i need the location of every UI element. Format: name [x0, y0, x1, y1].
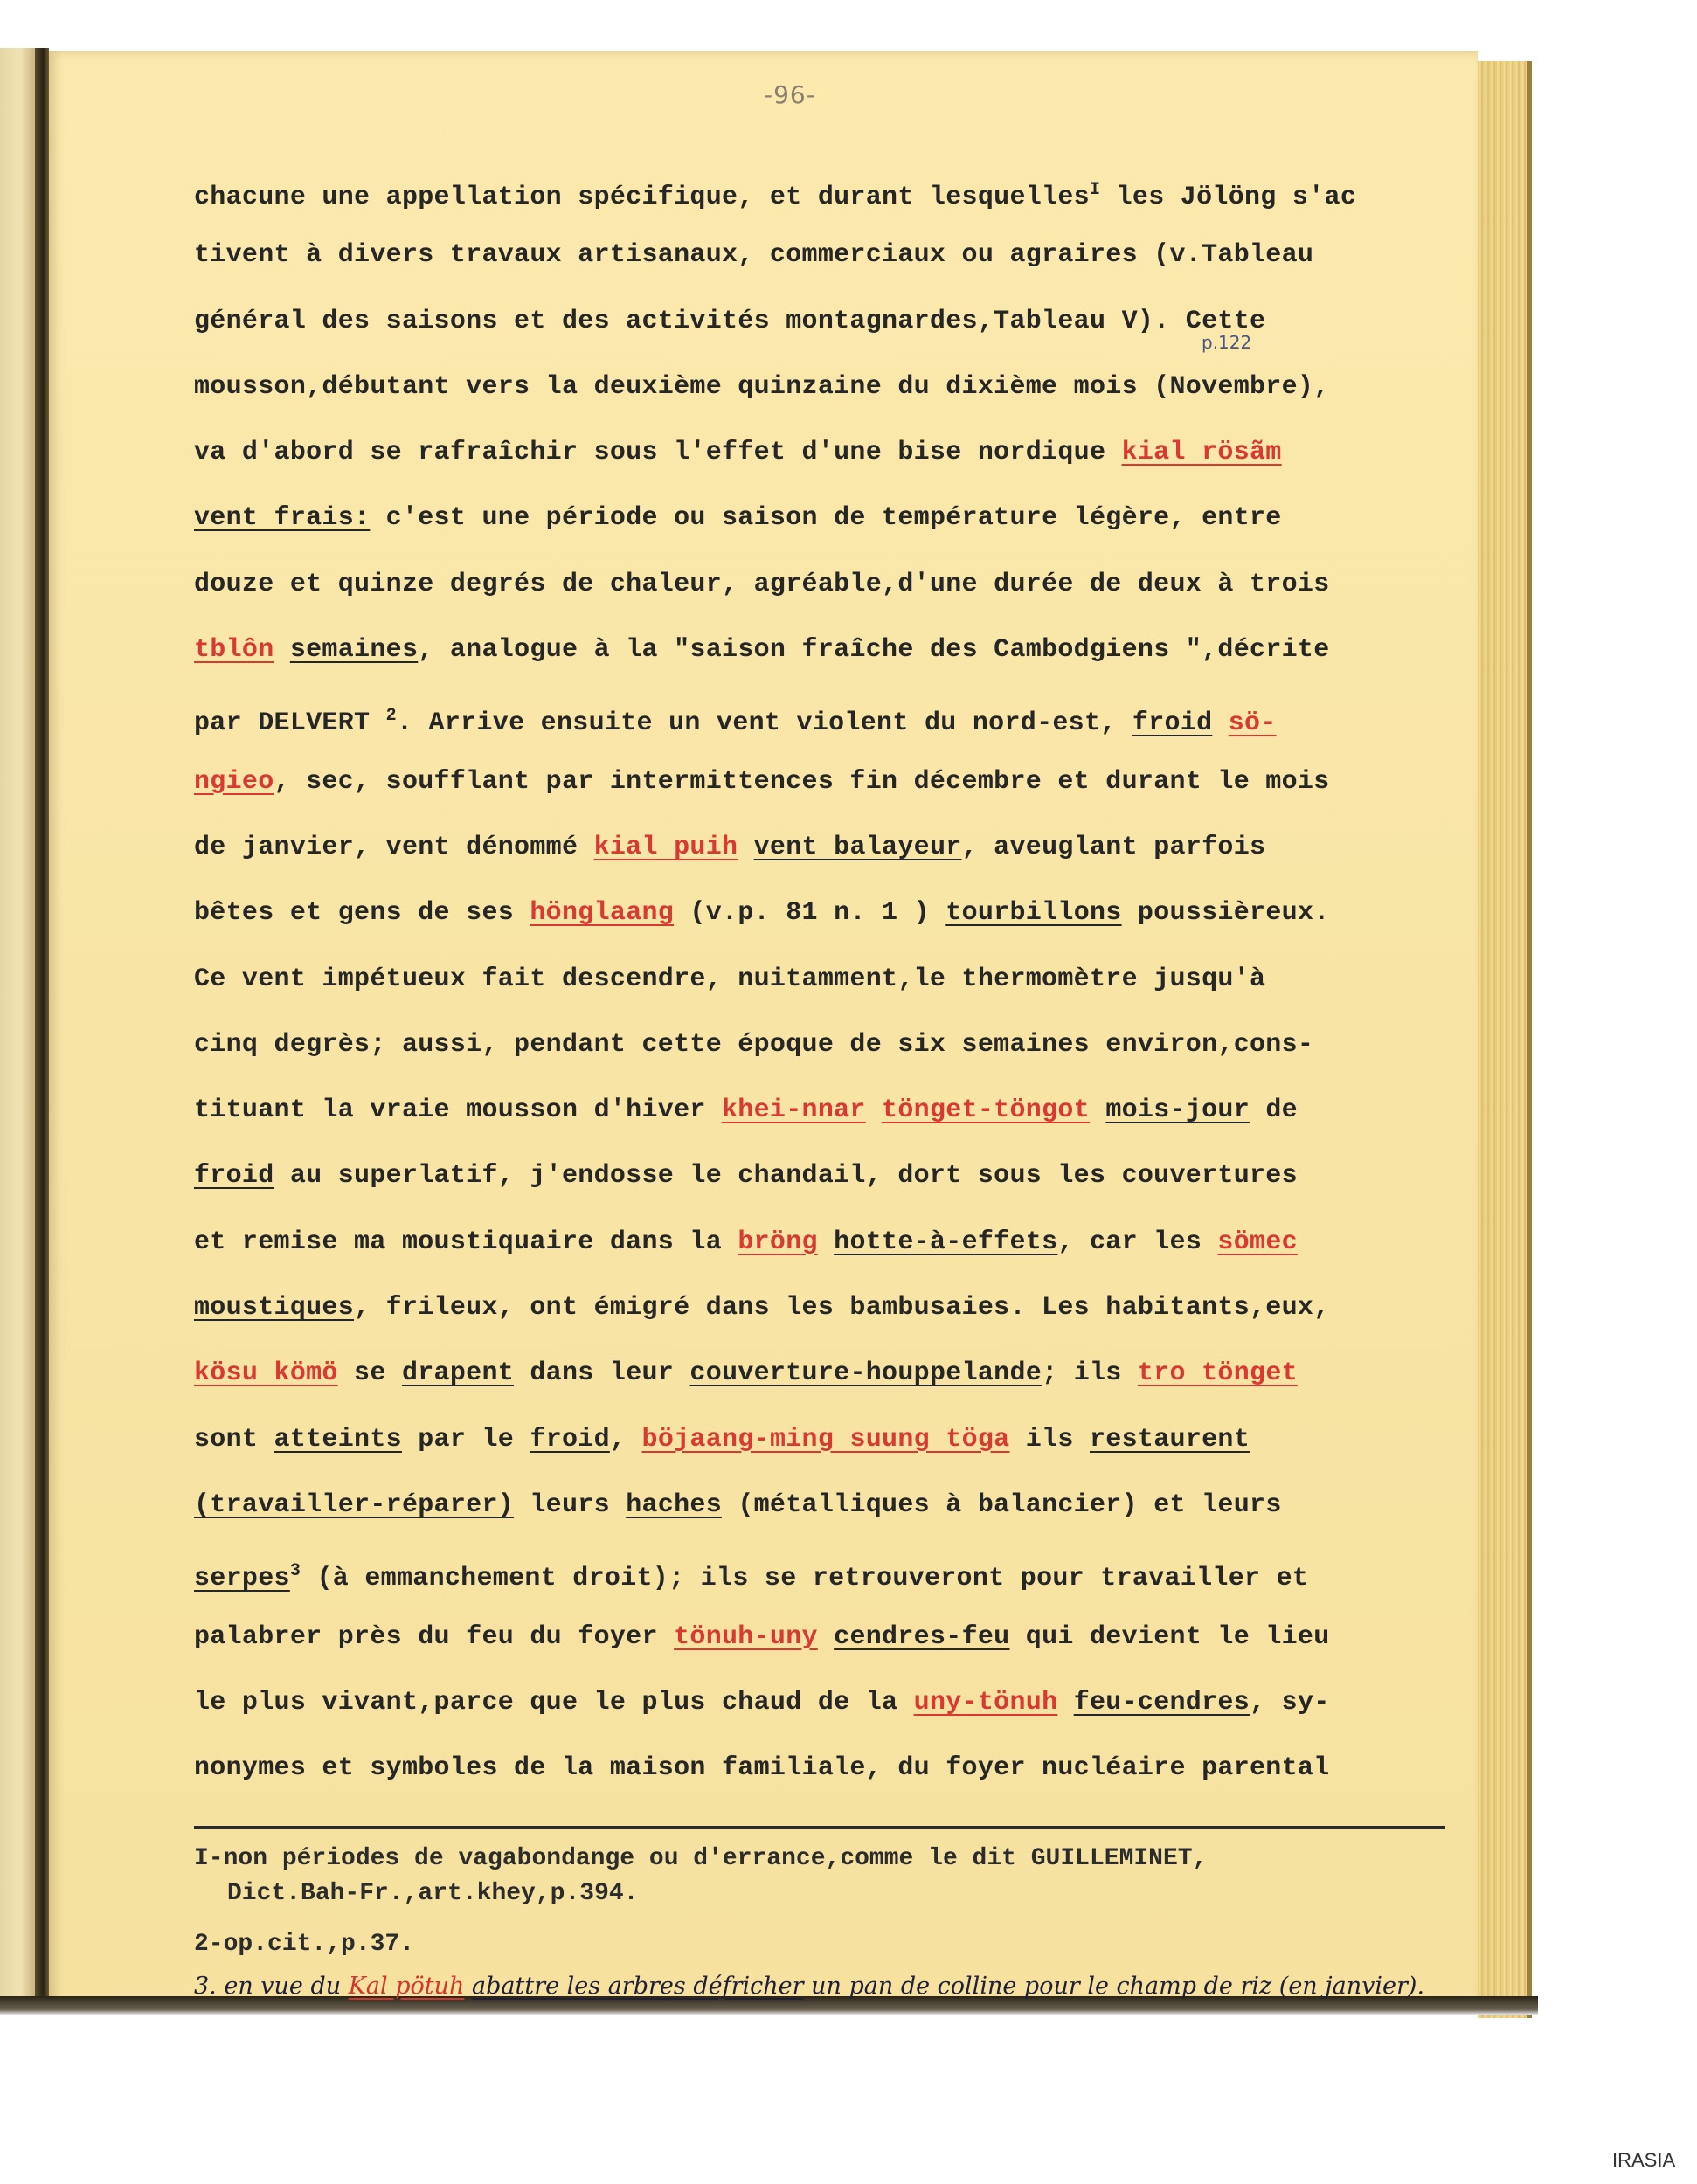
body-text — [194, 157, 1470, 1801]
text-line — [194, 1275, 1470, 1341]
footnote-marker: 3 — [289, 1561, 301, 1582]
translation-term: froid — [194, 1161, 274, 1192]
translation-term: froid — [1132, 708, 1213, 739]
footnotes — [194, 1842, 1470, 2006]
vernacular-term: tro tönget — [1137, 1358, 1298, 1389]
text-segment: , sy- — [1250, 1687, 1330, 1717]
translation-term: vent frais: — [194, 503, 371, 534]
text-segment: leurs — [514, 1489, 627, 1520]
text-segment: les Jölöng s'ac — [1100, 183, 1357, 212]
text-line — [194, 1341, 1470, 1406]
text-segment: par le — [401, 1424, 530, 1455]
translation-term: restaurent — [1090, 1424, 1250, 1455]
text-line — [194, 1078, 1470, 1144]
text-segment: mousson,débutant vers la deuxième quinzaine du dixième mois (Novembre), — [194, 371, 1330, 402]
text-segment: ils — [1009, 1424, 1090, 1455]
text-line — [194, 157, 1470, 223]
translation-term: drapent — [401, 1358, 515, 1389]
text-line — [194, 947, 1470, 1013]
translation-term: cendres-feu — [834, 1621, 1010, 1652]
footnote-3-term: Kal pötuh — [348, 1973, 465, 2000]
text-segment: bêtes et gens de ses — [194, 898, 530, 929]
footnote-marker: 2 — [385, 706, 397, 727]
text-segment: douze et quinze degrés de chaleur, agréable,d'une durée de deux à trois — [194, 569, 1330, 599]
text-line — [194, 1210, 1470, 1275]
text-segment: c'est une période ou saison de température légère, entre — [370, 503, 1282, 534]
vernacular-term: bröng — [738, 1227, 818, 1257]
vernacular-term: kial puih — [593, 832, 738, 862]
text-segment: (à emmanchement droit); ils se retrouveront pour travailler et — [301, 1564, 1309, 1594]
footnote-1-line-2: Dict.Bah-Fr.,art.khey,p.394. — [227, 1880, 639, 1907]
text-line — [194, 420, 1470, 486]
vernacular-term: böjaang-ming suung töga — [641, 1424, 1010, 1455]
text-line — [194, 750, 1470, 815]
vernacular-term: sö- — [1228, 708, 1277, 739]
text-line — [194, 1013, 1470, 1078]
translation-term: semaines — [289, 635, 419, 666]
footnote-3-handwritten — [194, 1967, 1470, 2006]
text-segment — [866, 1095, 882, 1125]
text-segment: qui devient le lieu — [1009, 1621, 1330, 1652]
text-segment — [738, 833, 753, 862]
text-segment: poussièreux. — [1121, 898, 1330, 929]
translation-term: hotte-à-effets — [834, 1227, 1058, 1257]
translation-term: haches — [626, 1489, 723, 1520]
footnote-2: 2-op.cit.,p.37. — [194, 1931, 415, 1958]
text-segment: dans leur — [514, 1358, 690, 1389]
vernacular-term: sömec — [1217, 1227, 1298, 1257]
footnote-3-rest: un pan de colline pour le champ de riz (en janvier). — [803, 1973, 1425, 2000]
text-line — [194, 683, 1470, 749]
text-segment: au superlatif, j'endosse le chandail, dort sous les couvertures — [274, 1161, 1298, 1192]
translation-term: vent balayeur — [753, 832, 962, 862]
text-segment: se — [337, 1358, 402, 1389]
text-line — [194, 355, 1470, 420]
vernacular-term: uny-tönuh — [913, 1687, 1058, 1717]
text-segment: , analogue à la "saison fraîche des Cambodgiens ",décrite — [418, 635, 1330, 666]
vernacular-term: kösu kömö — [194, 1358, 338, 1389]
text-segment — [818, 1227, 834, 1257]
text-segment: va d'abord se rafraîchir sous l'effet d'une bise nordique — [194, 438, 1122, 468]
text-segment: chacune une appellation spécifique, et durant lesquelles — [194, 183, 1090, 212]
footnote-1-line-1: I-non périodes de vagabondange ou d'errance,comme le dit GUILLEMINET, — [194, 1845, 1208, 1872]
translation-term: (travailler-réparer) — [194, 1489, 515, 1520]
vernacular-term: tönuh-uny — [674, 1621, 818, 1652]
vernacular-term: kial rösãm — [1121, 438, 1282, 468]
text-segment: tivent à divers travaux artisanaux, commerciaux ou agraires (v.Tableau — [194, 240, 1314, 271]
text-line — [194, 815, 1470, 881]
text-line — [194, 1736, 1470, 1801]
text-segment — [274, 635, 290, 665]
text-segment: . Arrive ensuite un vent violent du nord-est, — [396, 708, 1132, 739]
text-line — [194, 1605, 1470, 1670]
text-segment: palabrer près du feu du foyer — [194, 1621, 675, 1652]
text-line — [194, 1144, 1470, 1209]
text-line — [194, 486, 1470, 551]
text-segment — [1090, 1095, 1105, 1125]
text-segment: tituant la vraie mousson d'hiver — [194, 1095, 722, 1126]
text-segment — [1057, 1688, 1073, 1717]
translation-term: serpes — [194, 1564, 290, 1594]
footnote-marker: I — [1089, 180, 1101, 200]
text-segment: (métalliques à balancier) et leurs — [722, 1489, 1282, 1520]
text-line — [194, 1473, 1470, 1538]
pencil-annotation: p.122 — [1202, 332, 1252, 353]
text-line — [194, 881, 1470, 946]
text-segment: de — [1250, 1095, 1298, 1126]
text-segment: cinq degrès; aussi, pendant cette époque de six semaines environ,cons- — [194, 1029, 1314, 1060]
book-spine — [0, 48, 35, 1996]
text-segment: de janvier, vent dénommé — [194, 832, 594, 862]
text-segment: , sec, soufflant par intermittences fin décembre et durant le mois — [274, 766, 1330, 797]
book-gutter — [35, 48, 49, 1996]
page-edges — [1478, 61, 1532, 2018]
text-segment: , frileux, ont émigré dans les bambusaies. Les habitants,eux, — [354, 1293, 1330, 1324]
translation-term: feu-cendres — [1073, 1687, 1250, 1717]
text-segment: Ce vent impétueux fait descendre, nuitamment,le thermomètre jusqu'à — [194, 964, 1266, 994]
vernacular-term: tblôn — [194, 635, 274, 666]
text-line — [194, 1407, 1470, 1473]
text-segment — [818, 1622, 834, 1652]
text-segment: , aveuglant parfois — [961, 832, 1266, 862]
vernacular-term: tönget-töngot — [882, 1095, 1090, 1126]
text-segment: (v.p. 81 n. 1 ) — [674, 898, 946, 929]
translation-term: moustiques — [194, 1293, 355, 1324]
page-number: -96- — [764, 80, 816, 109]
text-segment: le plus vivant,parce que le plus chaud de la — [194, 1687, 914, 1717]
translation-term: couverture-houppelande — [689, 1358, 1042, 1389]
text-segment: et remise ma moustiquaire dans la — [194, 1227, 738, 1257]
translation-term: mois-jour — [1105, 1095, 1250, 1126]
translation-term: tourbillons — [945, 898, 1122, 929]
text-line — [194, 552, 1470, 618]
footnote-3-gloss: abattre les arbres défricher — [472, 1973, 804, 2000]
translation-term: froid — [530, 1424, 610, 1455]
text-line — [194, 223, 1470, 288]
footnote-3-prefix: 3. en vue du — [194, 1973, 349, 2000]
text-segment: ; ils — [1042, 1358, 1138, 1389]
text-line — [194, 1670, 1470, 1736]
text-line — [194, 618, 1470, 683]
text-segment: , car les — [1057, 1227, 1218, 1257]
vernacular-term: khei-nnar — [722, 1095, 866, 1126]
text-line — [194, 1538, 1470, 1604]
text-segment: général des saisons et des activités montagnardes,Tableau V). Cette — [194, 306, 1266, 336]
vernacular-term: ngieo — [194, 766, 274, 797]
watermark: IRASIA — [1612, 2149, 1676, 2171]
text-segment: , — [609, 1424, 642, 1455]
text-segment: par DELVERT — [194, 708, 386, 739]
vernacular-term: hönglaang — [530, 898, 675, 929]
text-segment: sont — [194, 1424, 274, 1455]
translation-term: atteints — [274, 1424, 402, 1455]
text-segment — [1212, 708, 1228, 738]
footnote-rule — [194, 1826, 1445, 1829]
text-line — [194, 289, 1470, 355]
text-segment: nonymes et symboles de la maison familiale, du foyer nucléaire parental — [194, 1753, 1330, 1784]
